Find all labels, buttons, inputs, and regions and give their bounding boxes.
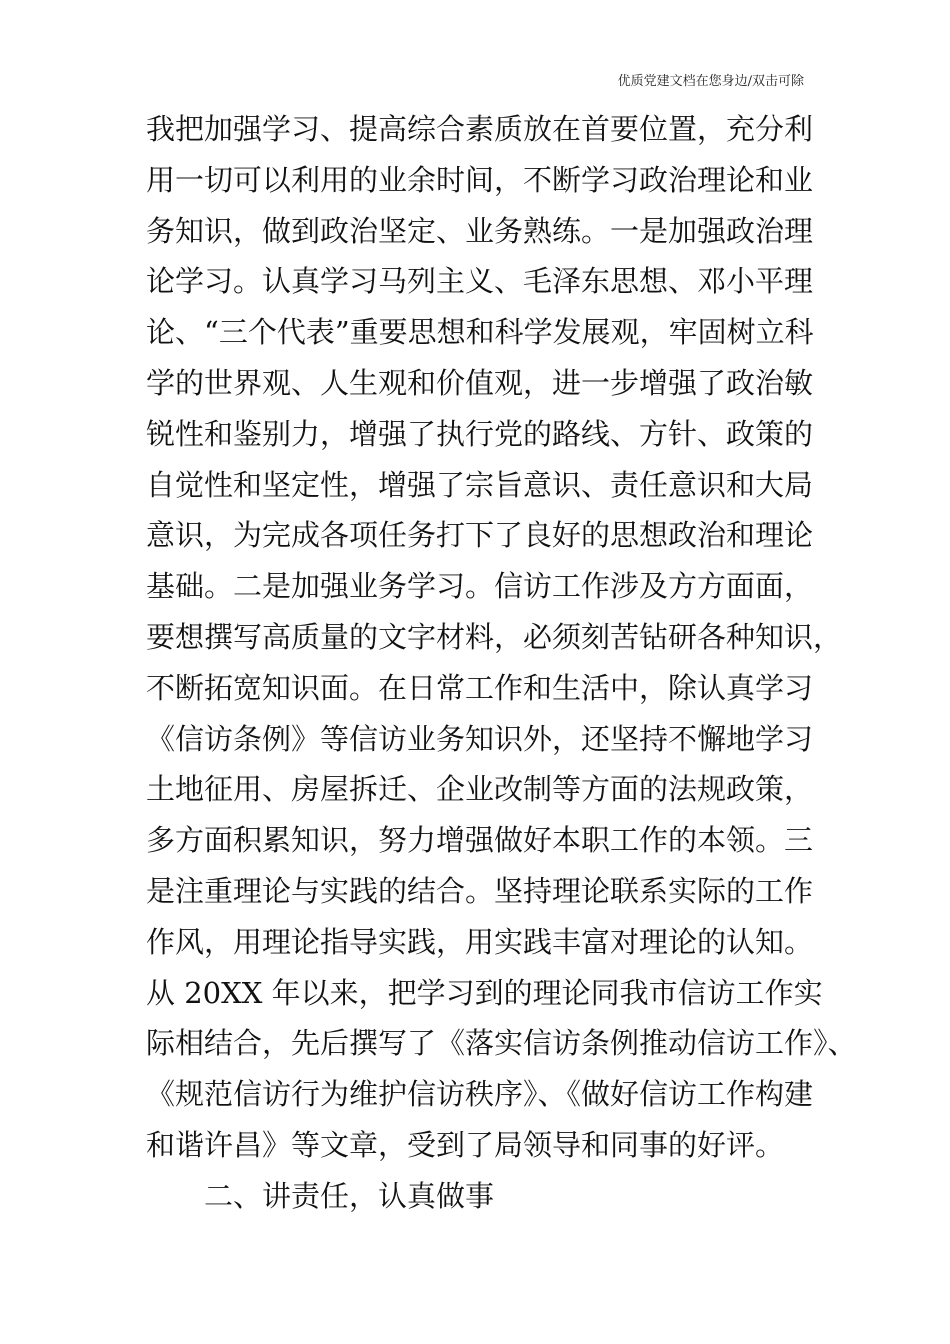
paragraph-line-17: 作风，用理论指导实践，用实践丰富对理论的认知。 <box>146 924 814 959</box>
document-body <box>146 104 857 1222</box>
paragraph-line-6: 学的世界观、人生观和价值观，进一步增强了政治敏 <box>146 365 814 400</box>
paragraph-line-2: 用一切可以利用的业余时间，不断学习政治理论和业 <box>146 162 814 197</box>
header-note: 优质党建文档在您身边/双击可除 <box>617 74 804 89</box>
paragraph-line-4: 论学习。认真学习马列主义、毛泽东思想、邓小平理 <box>146 264 814 299</box>
section-heading: 二、讲责任，认真做事 <box>204 1178 495 1213</box>
paragraph-line-13: 《信访条例》等信访业务知识外，还坚持不懈地学习 <box>146 721 814 756</box>
paragraph-line-9: 意识，为完成各项任务打下了良好的思想政治和理论 <box>146 518 814 553</box>
paragraph-line-12: 不断拓宽知识面。在日常工作和生活中，除认真学习 <box>146 670 814 705</box>
paragraph-line-5: 论、“三个代表”重要思想和科学发展观，牢固树立科 <box>146 315 814 350</box>
paragraph-line-21: 和谐许昌》等文章，受到了局领导和同事的好评。 <box>146 1127 785 1162</box>
paragraph-line-20: 《规范信访行为维护信访秩序》、《做好信访工作构建 <box>146 1077 814 1112</box>
paragraph-line-14: 土地征用、房屋拆迁、企业改制等方面的法规政策， <box>146 772 814 807</box>
paragraph-line-3: 务知识，做到政治坚定、业务熟练。一是加强政治理 <box>146 213 814 248</box>
paragraph-line-15: 多方面积累知识，努力增强做好本职工作的本领。三 <box>146 823 814 858</box>
paragraph-line-18: 从 20XX 年以来，把学习到的理论同我市信访工作实 <box>146 975 823 1010</box>
paragraph-line-10: 基础。二是加强业务学习。信访工作涉及方方面面， <box>146 569 814 604</box>
paragraph-line-11: 要想撰写高质量的文字材料，必须刻苦钻研各种知识， <box>146 619 843 654</box>
paragraph-line-7: 锐性和鉴别力，增强了执行党的路线、方针、政策的 <box>146 416 814 451</box>
paragraph-line-16: 是注重理论与实践的结合。坚持理论联系实际的工作 <box>146 873 814 908</box>
paragraph-line-8: 自觉性和坚定性，增强了宗旨意识、责任意识和大局 <box>146 467 814 502</box>
paragraph-line-1: 我把加强学习、提高综合素质放在首要位置，充分利 <box>146 112 814 146</box>
paragraph-line-19: 际相结合，先后撰写了《落实信访条例推动信访工作》、 <box>146 1026 857 1061</box>
